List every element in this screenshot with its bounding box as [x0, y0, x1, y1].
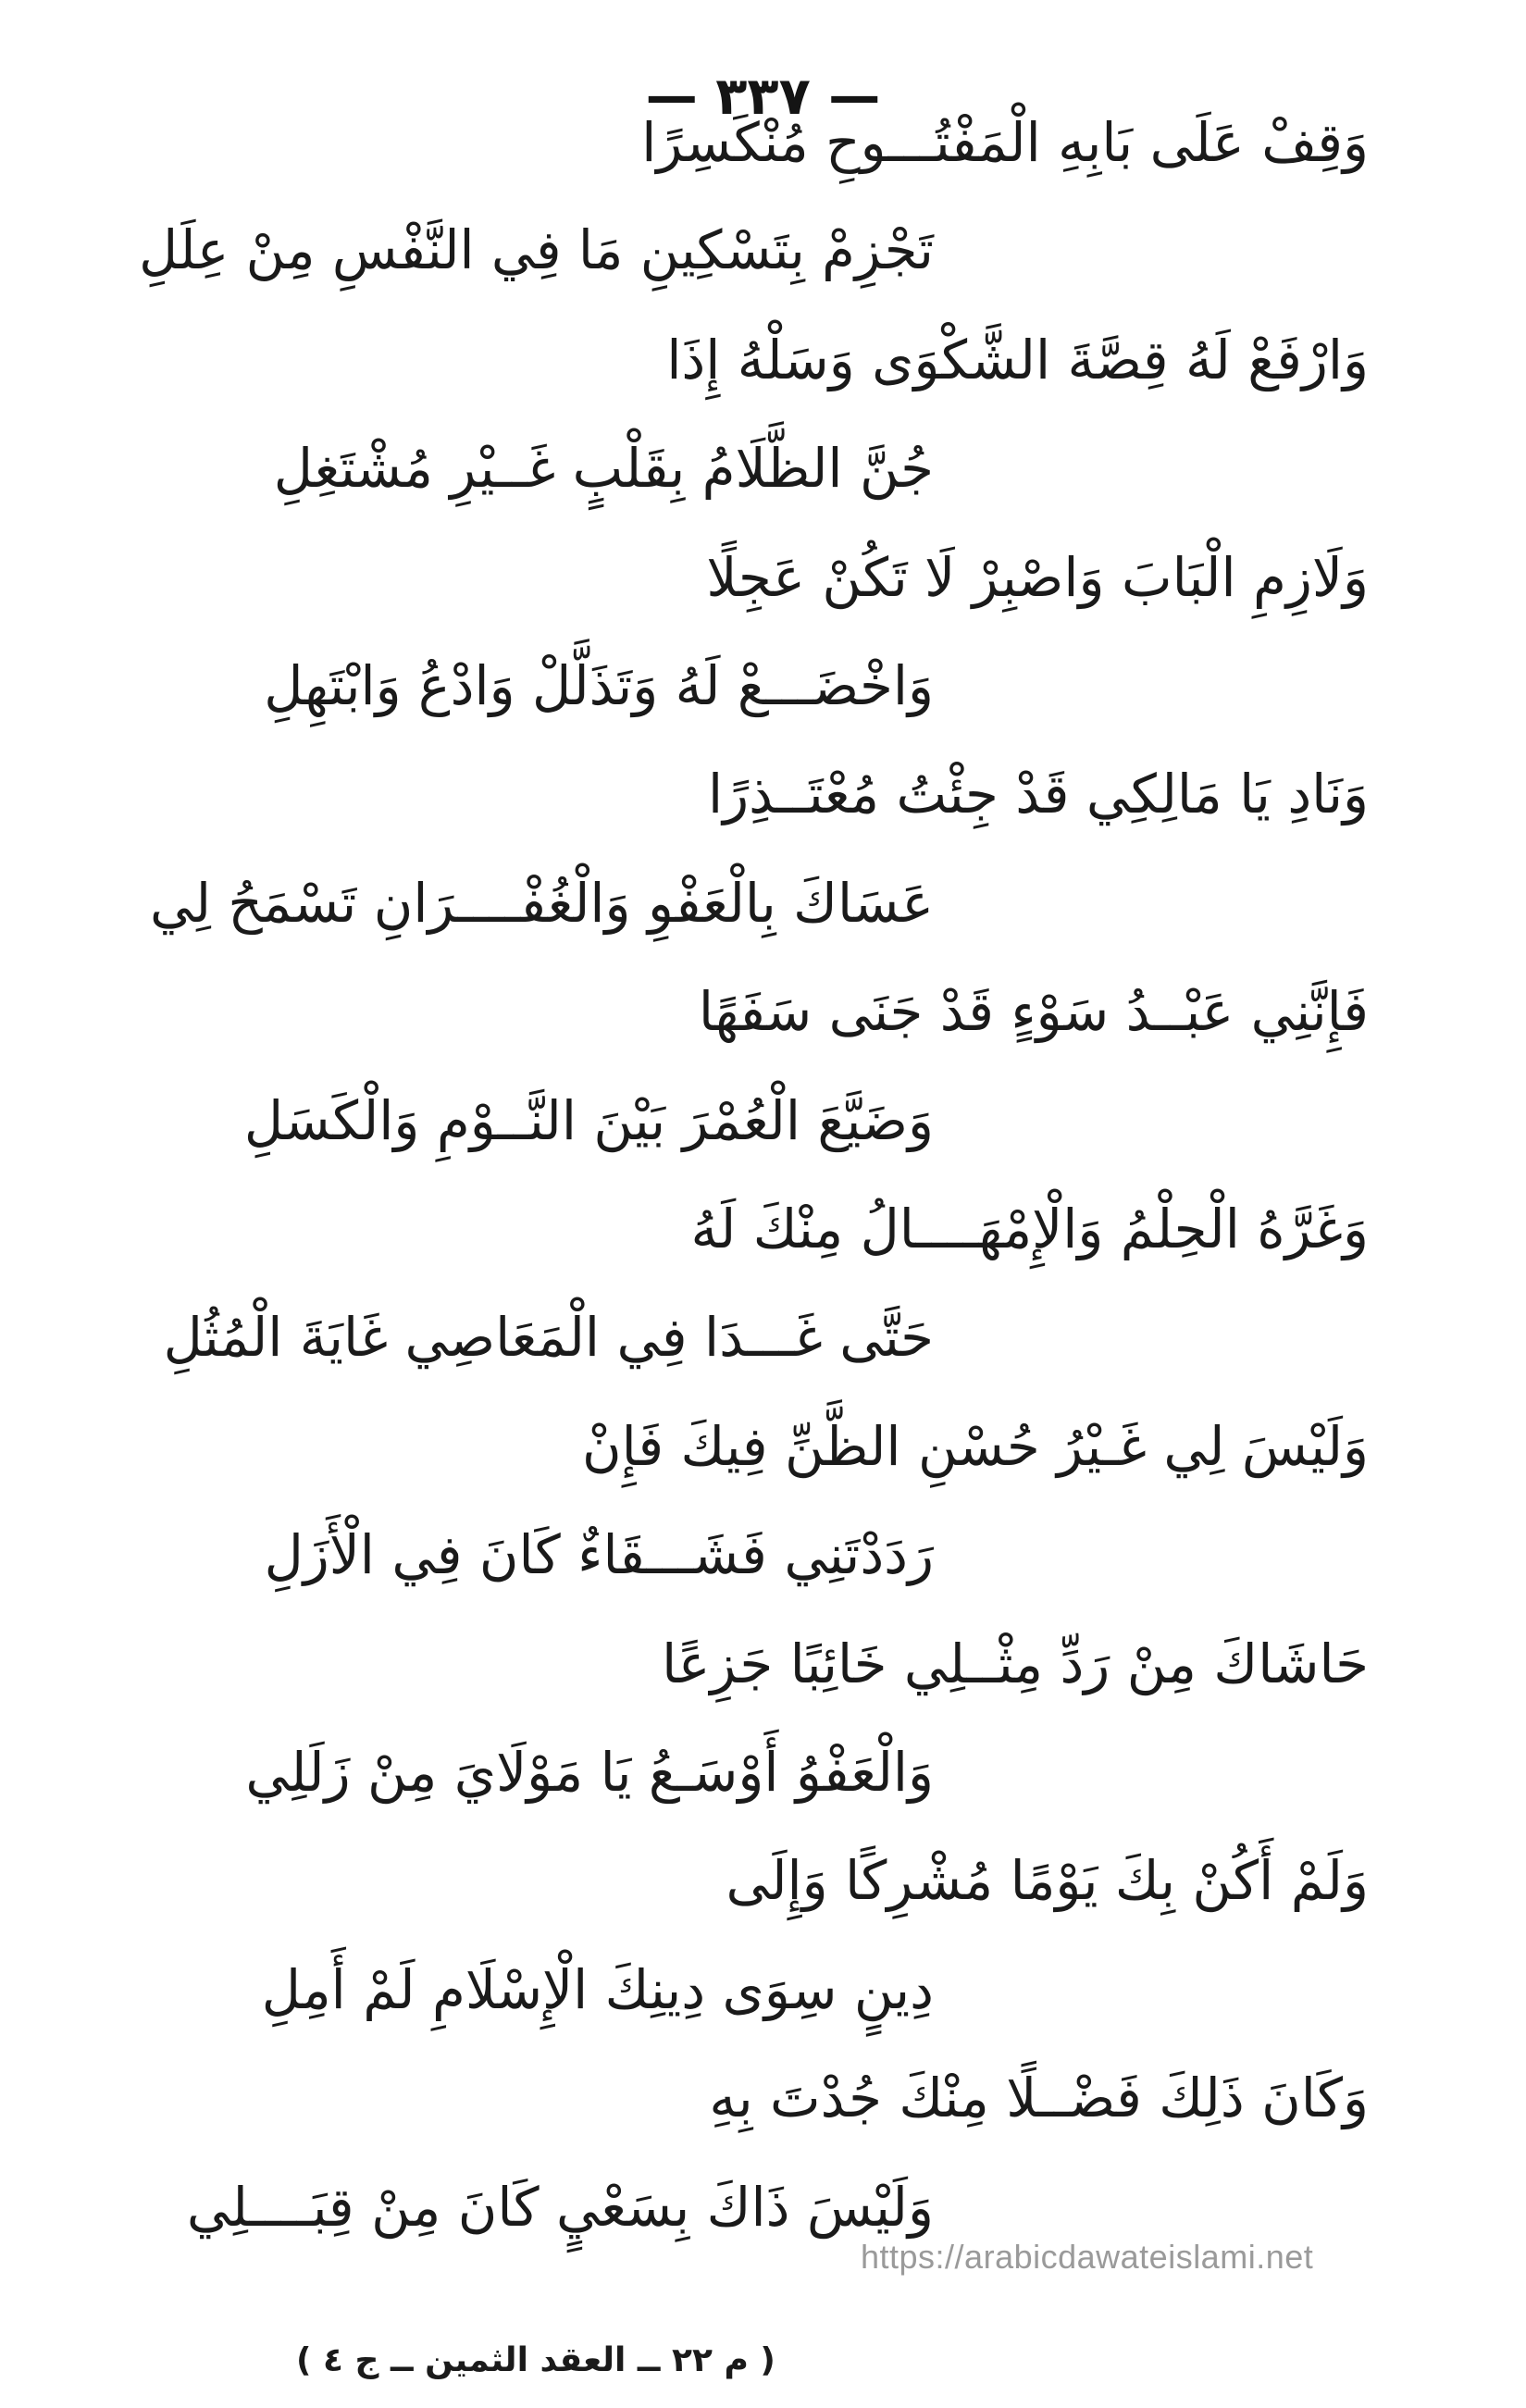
poem-line: وَلَيْسَ ذَاكَ بِسَعْيٍ كَانَ مِنْ قِبَــــلِي: [186, 2176, 934, 2239]
watermark-url: https://arabicdawateislami.net: [861, 2238, 1314, 2276]
poem-line: وَنَادِ يَا مَالِكِي قَدْ جِئْتُ مُعْتَــذِرًا: [707, 763, 1369, 825]
poem-line: حَاشَاكَ مِنْ رَدِّ مِثْــلِي خَائِبًا جَزِعًا: [662, 1632, 1369, 1695]
poem-line: رَدَدْتَنِي فَشَـــقَاءٌ كَانَ فِي الْأَزَلِ: [264, 1523, 934, 1586]
poem-line: عَسَاكَ بِالْعَفْوِ وَالْغُفْــــرَانِ تَسْمَحُ لِي: [149, 872, 934, 935]
poem-line: وَالْعَفْوُ أَوْسَـعُ يَا مَوْلَايَ مِنْ زَلَلِي: [245, 1741, 934, 1804]
poem-line: وَلَازِمِ الْبَابَ وَاصْبِرْ لَا تَكُنْ عَجِلًا: [706, 546, 1369, 609]
poem-line: تَجْزِمْ بِتَسْكِينِ مَا فِي النَّفْسِ مِنْ عِلَلِ: [139, 218, 934, 281]
footer-signature: ( م ٢٢ ــ العقد الثمين ــ ج ٤ ): [296, 2341, 775, 2379]
poem-line: وَلَمْ أَكُنْ بِكَ يَوْمًا مُشْرِكًا وَإِلَى: [726, 1849, 1369, 1912]
poem-line: جُنَّ الظَّلَامُ بِقَلْبٍ غَــيْرِ مُشْتَغِلِ: [273, 437, 934, 500]
poem-line: وَارْفَعْ لَهُ قِصَّةَ الشَّكْوَى وَسَلْهُ إِذَا: [666, 329, 1369, 391]
poem-line: فَإِنَّنِي عَبْــدُ سَوْءٍ قَدْ جَنَى سَفَهًا: [698, 980, 1369, 1043]
poem-line: دِينٍ سِوَى دِينِكَ الْإِسْلَامِ لَمْ أَمِلِ: [261, 1958, 934, 2021]
poem-line: وَقِفْ عَلَى بَابِهِ الْمَفْتُـــوحِ مُنْكَسِرًا: [641, 111, 1369, 174]
poem-line: وَكَانَ ذَلِكَ فَضْــلًا مِنْكَ جُدْتَ بِهِ: [709, 2067, 1369, 2129]
poem-line: وَغَرَّهُ الْحِلْمُ وَالْإِمْهَــــالُ مِنْكَ لَهُ: [690, 1198, 1369, 1260]
page-number: — ٣٣٧ —: [645, 67, 881, 127]
poem-line: وَلَيْسَ لِي غَـيْرُ حُسْنِ الظَّنِّ فِيكَ فَإِنْ: [582, 1415, 1369, 1478]
poem-line: وَضَيَّعَ الْعُمْرَ بَيْنَ النَّــوْمِ وَالْكَسَلِ: [243, 1089, 934, 1152]
poem-line: حَتَّى غَـــدَا فِي الْمَعَاصِي غَايَةَ الْمُثُلِ: [163, 1306, 934, 1369]
poem-line: وَاخْضَـــعْ لَهُ وَتَذَلَّلْ وَادْعُ وَابْتَهِلِ: [264, 654, 934, 717]
